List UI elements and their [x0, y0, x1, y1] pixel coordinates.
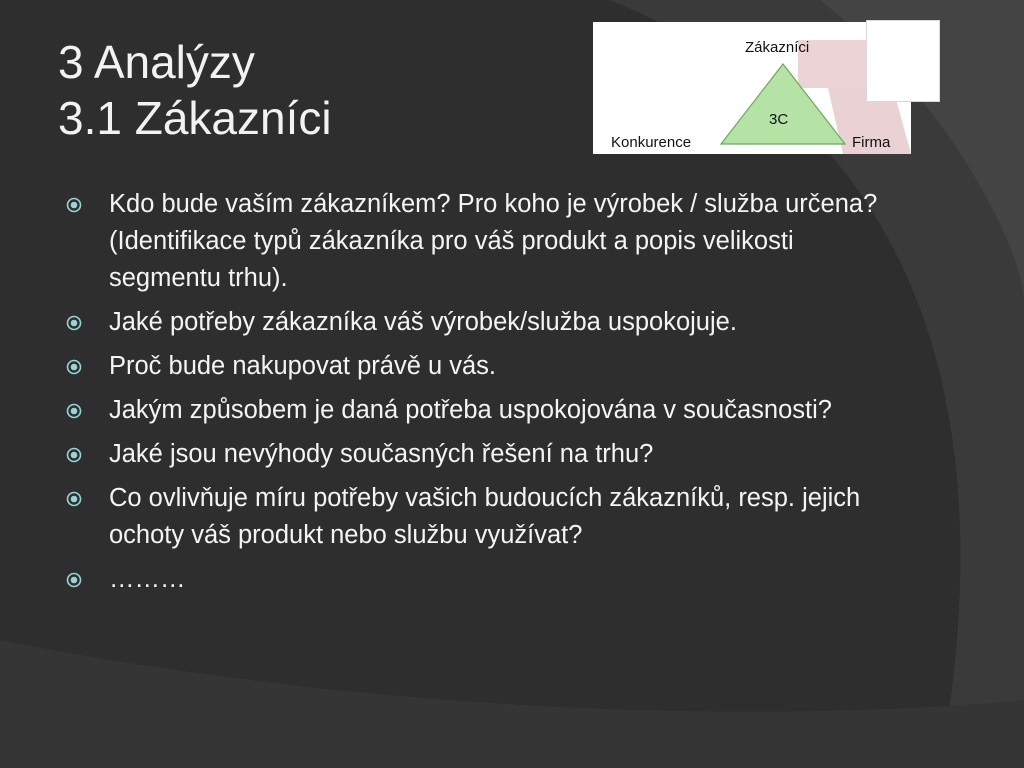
title-line-2: 3.1 Zákazníci — [58, 92, 332, 144]
bullet-item — [66, 348, 896, 385]
3c-diagram — [593, 22, 911, 154]
label-konkurence: Konkurence — [611, 134, 692, 151]
circle-dot-icon — [66, 491, 82, 507]
bullet-list — [66, 186, 896, 605]
circle-dot-icon — [66, 315, 82, 331]
circle-dot-icon — [66, 447, 82, 463]
label-firma: Firma — [852, 134, 891, 151]
title-line-1: 3 Analýzy — [58, 36, 255, 88]
bullet-item — [66, 392, 896, 429]
bullet-item — [66, 186, 896, 297]
label-zakaznici: Zákazníci — [745, 39, 810, 56]
circle-dot-icon — [66, 197, 82, 213]
bullet-text: Jaké potřeby zákazníka váš výrobek/služba uspokojuje. — [109, 308, 737, 336]
corner-white-box — [866, 20, 940, 102]
bullet-item — [66, 480, 896, 554]
circle-dot-icon — [66, 359, 82, 375]
bullet-item — [66, 561, 896, 598]
bullet-text: Jakým způsobem je daná potřeba uspokojována v současnosti? — [109, 396, 832, 424]
bullet-item — [66, 304, 896, 341]
bullet-text: ……… — [109, 565, 186, 593]
bullet-text: Co ovlivňuje míru potřeby vašich budoucích zákazníků, resp. jejich ochoty váš produkt nebo službu využívat? — [109, 484, 861, 549]
label-3c: 3C — [769, 111, 789, 128]
circle-dot-icon — [66, 403, 82, 419]
bullet-text: Proč bude nakupovat právě u vás. — [109, 352, 496, 380]
bullet-text: Kdo bude vaším zákazníkem? Pro koho je výrobek / služba určena? (Identifikace typů zákazníka pro váš produkt a popis velikosti segmentu trhu). — [109, 190, 878, 292]
bullet-item — [66, 436, 896, 473]
bullet-text: Jaké jsou nevýhody současných řešení na trhu? — [109, 440, 654, 468]
slide-title — [58, 34, 332, 146]
circle-dot-icon — [66, 572, 82, 588]
